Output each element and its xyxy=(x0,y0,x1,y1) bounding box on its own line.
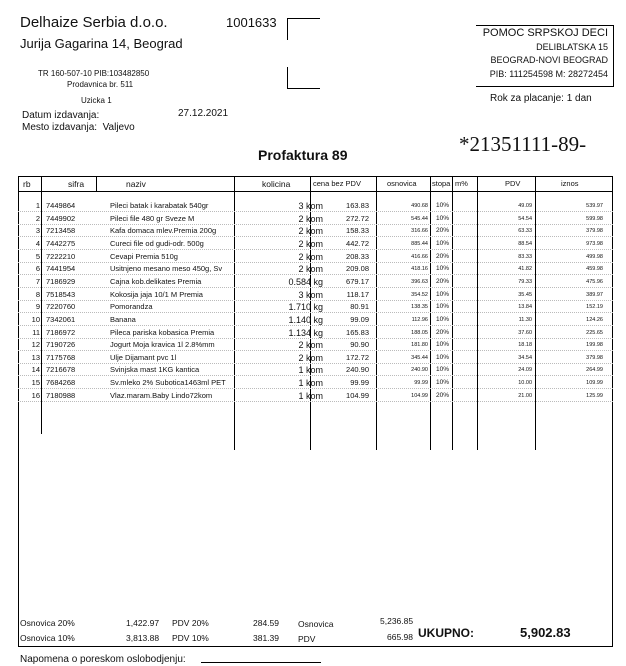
header-naziv: naziv xyxy=(126,179,146,189)
row-naziv: Kokosija jaja 10/1 M Premia xyxy=(110,290,203,299)
row-rb: 8 xyxy=(35,290,40,299)
row-pdv: 79.33 xyxy=(518,279,532,285)
row-pdv: 24.09 xyxy=(518,367,532,373)
seller-address: Jurija Gagarina 14, Beograd xyxy=(20,36,183,51)
row-stopa: 10% xyxy=(436,379,450,386)
row-separator xyxy=(18,249,613,250)
row-osnovica: 396.63 xyxy=(411,279,428,285)
row-iznos: 499.98 xyxy=(586,254,603,260)
pdv10-value: 381.39 xyxy=(253,633,279,643)
row-rb: 15 xyxy=(31,378,40,387)
row-sifra: 7442275 xyxy=(46,239,76,248)
row-cena: 104.99 xyxy=(346,391,369,400)
seller-street: Uzicka 1 xyxy=(81,96,112,105)
issue-date-value: 27.12.2021 xyxy=(178,108,229,119)
row-rb: 13 xyxy=(31,353,40,362)
row-separator xyxy=(18,350,613,351)
header-osnovica: osnovica xyxy=(387,179,417,188)
row-rb: 12 xyxy=(31,340,40,349)
pdv-total-label: PDV xyxy=(298,634,316,644)
pdv20-label: PDV 20% xyxy=(172,618,209,628)
row-stopa: 10% xyxy=(436,366,450,373)
row-iznos: 264.99 xyxy=(586,367,603,373)
row-osnovica: 112.96 xyxy=(411,317,428,323)
row-iznos: 152.19 xyxy=(586,304,603,310)
row-rb: 11 xyxy=(32,328,40,337)
row-stopa: 10% xyxy=(436,303,450,310)
seller-name: Delhaize Serbia d.o.o. xyxy=(20,14,168,31)
row-osnovica: 99.99 xyxy=(414,380,428,386)
row-stopa: 10% xyxy=(436,291,450,298)
row-cena: 118.17 xyxy=(346,290,369,299)
row-pdv: 11.30 xyxy=(518,317,532,323)
header-stopa: stopa xyxy=(432,179,451,188)
row-naziv: Jogurt Moja kravica 1l 2.8%mm xyxy=(110,340,215,349)
row-cena: 163.83 xyxy=(346,201,369,210)
row-sifra: 7449864 xyxy=(46,201,76,210)
row-osnovica: 418.16 xyxy=(411,266,428,272)
row-cena: 679.17 xyxy=(346,277,369,286)
row-stopa: 10% xyxy=(436,316,450,323)
issue-place-value: Valjevo xyxy=(102,122,135,133)
row-sifra: 7342061 xyxy=(46,315,76,324)
row-cena: 90.90 xyxy=(350,340,369,349)
row-sifra: 7213458 xyxy=(46,226,76,235)
row-cena: 99.99 xyxy=(350,378,369,387)
row-cena: 240.90 xyxy=(346,365,369,374)
document-title: Profaktura 89 xyxy=(258,147,348,163)
row-kolicina: 3 kom xyxy=(298,290,323,300)
buyer-name: POMOC SRPSKOJ DECI xyxy=(482,27,608,39)
row-kolicina: 2 kom xyxy=(298,239,323,249)
row-kolicina: 1.710 kg xyxy=(288,302,323,312)
row-rb: 9 xyxy=(35,302,40,311)
row-iznos: 109.99 xyxy=(586,380,603,386)
row-rb: 16 xyxy=(31,391,40,400)
col-divider xyxy=(96,176,97,191)
row-sifra: 7216678 xyxy=(46,365,76,374)
row-kolicina: 1.140 kg xyxy=(288,315,323,325)
row-iznos: 599.98 xyxy=(586,216,603,222)
row-rb: 2 xyxy=(35,214,40,223)
pdv-total-value: 665.98 xyxy=(387,632,413,642)
row-cena: 165.83 xyxy=(346,328,369,337)
row-naziv: Cevapi Premia 510g xyxy=(110,252,178,261)
pdv20-value: 284.59 xyxy=(253,618,279,628)
header-pdv: PDV xyxy=(505,179,521,188)
row-stopa: 10% xyxy=(436,354,450,361)
row-pdv: 21.00 xyxy=(518,393,532,399)
row-rb: 5 xyxy=(35,252,40,261)
row-iznos: 124.26 xyxy=(586,317,603,323)
osnovica10-value: 3,813.88 xyxy=(126,633,160,643)
tax-exemption-note: Napomena o poreskom oslobodjenju: xyxy=(20,654,186,665)
row-cena: 209.08 xyxy=(346,264,369,273)
row-stopa: 10% xyxy=(436,202,450,209)
row-iznos: 475.96 xyxy=(586,279,603,285)
row-naziv: Kafa domaca mlev.Premia 200g xyxy=(110,226,217,235)
issue-place-label: Mesto izdavanja: xyxy=(22,122,98,133)
row-rb: 7 xyxy=(35,277,40,286)
buyer-street: DELIBLATSKA 15 xyxy=(536,41,608,52)
row-sifra: 7180988 xyxy=(46,391,76,400)
row-kolicina: 1 kom xyxy=(298,378,323,388)
row-separator xyxy=(18,274,613,275)
osnovica-total-label: Osnovica xyxy=(298,619,334,629)
row-kolicina: 2 kom xyxy=(298,264,323,274)
row-kolicina: 3 kom xyxy=(298,201,323,211)
row-cena: 99.09 xyxy=(350,315,369,324)
row-iznos: 389.97 xyxy=(586,292,603,298)
row-iznos: 379.98 xyxy=(586,228,603,234)
row-kolicina: 2 kom xyxy=(298,214,323,224)
osnovica20-label: Osnovica 20% xyxy=(20,618,75,628)
row-pdv: 63.33 xyxy=(518,228,532,234)
buyer-block xyxy=(436,27,608,81)
seller-store: Prodavnica br. 511 xyxy=(67,80,134,89)
row-separator xyxy=(18,388,613,389)
barcode-text: *21351111-89- xyxy=(459,132,587,156)
row-separator xyxy=(18,312,613,313)
row-sifra: 7684268 xyxy=(46,378,76,387)
row-sifra: 7186929 xyxy=(46,277,76,286)
address-window-corner-top xyxy=(287,18,320,40)
row-naziv: Vlaz.maram.Baby Lindo72kom xyxy=(110,391,213,400)
row-stopa: 10% xyxy=(436,240,450,247)
row-stopa: 20% xyxy=(436,392,450,399)
row-pdv: 34.54 xyxy=(518,355,532,361)
row-naziv: Banana xyxy=(110,315,136,324)
buyer-city: BEOGRAD-NOVI BEOGRAD xyxy=(490,55,608,65)
row-separator xyxy=(18,287,613,288)
row-osnovica: 240.90 xyxy=(411,367,428,373)
row-pdv: 41.82 xyxy=(518,266,532,272)
row-osnovica: 490.68 xyxy=(411,203,428,209)
row-naziv: Pomorandza xyxy=(110,302,153,311)
row-pdv: 37.60 xyxy=(518,330,532,336)
row-pdv: 13.84 xyxy=(518,304,532,310)
row-stopa: 10% xyxy=(436,265,450,272)
row-kolicina: 0.584 kg xyxy=(288,277,323,287)
row-naziv: Cureci file od gudi-odr. 500g xyxy=(110,239,204,248)
row-sifra: 7190726 xyxy=(46,340,76,349)
osnovica20-value: 1,422.97 xyxy=(126,618,160,628)
row-naziv: Ulje Dijamant pvc 1l xyxy=(110,353,177,362)
row-sifra: 7175768 xyxy=(46,353,76,362)
row-stopa: 20% xyxy=(436,253,450,260)
header-divider xyxy=(18,191,613,192)
row-osnovica: 316.66 xyxy=(411,228,428,234)
header-m: m% xyxy=(455,179,468,188)
row-pdv: 88.54 xyxy=(518,241,532,247)
row-rb: 14 xyxy=(31,365,40,374)
row-cena: 80.91 xyxy=(350,302,369,311)
row-iznos: 379.98 xyxy=(586,355,603,361)
row-stopa: 10% xyxy=(436,341,450,348)
row-cena: 442.72 xyxy=(346,239,369,248)
row-sifra: 7186972 xyxy=(46,328,76,337)
row-iznos: 539.97 xyxy=(586,203,603,209)
row-iznos: 125.99 xyxy=(586,393,603,399)
row-pdv: 18.18 xyxy=(518,342,532,348)
header-kolicina: kolicina xyxy=(262,179,291,189)
row-sifra: 7441954 xyxy=(46,264,76,273)
row-osnovica: 354.52 xyxy=(411,292,428,298)
row-rb: 3 xyxy=(35,226,40,235)
row-stopa: 20% xyxy=(436,278,450,285)
row-sifra: 7220760 xyxy=(46,302,76,311)
row-cena: 158.33 xyxy=(346,226,369,235)
header-sifra: sifra xyxy=(68,179,85,189)
seller-tr-pib: TR 160-507-10 PIB:103482850 xyxy=(38,69,150,78)
row-separator xyxy=(18,211,613,212)
row-rb: 1 xyxy=(35,201,40,210)
ukupno-value: 5,902.83 xyxy=(520,625,571,640)
header-iznos: iznos xyxy=(561,179,579,188)
row-rb: 6 xyxy=(35,264,40,273)
row-kolicina: 1 kom xyxy=(298,391,323,401)
row-iznos: 973.98 xyxy=(586,241,603,247)
row-sifra: 7222210 xyxy=(46,252,76,261)
row-osnovica: 416.66 xyxy=(411,254,428,260)
header-cena: cena bez PDV xyxy=(313,179,361,188)
pdv10-label: PDV 10% xyxy=(172,633,209,643)
payment-term: Rok za placanje: 1 dan xyxy=(490,93,592,104)
row-cena: 172.72 xyxy=(346,353,369,362)
osnovica10-label: Osnovica 10% xyxy=(20,633,75,643)
row-naziv: Cajna kob.delikates Premia xyxy=(110,277,202,286)
row-naziv: Usitnjeno mesano meso 450g, Sv xyxy=(110,264,223,273)
row-rb: 4 xyxy=(35,239,40,248)
row-iznos: 225.65 xyxy=(586,330,603,336)
row-iznos: 199.98 xyxy=(586,342,603,348)
row-osnovica: 345.44 xyxy=(411,355,428,361)
row-osnovica: 138.35 xyxy=(411,304,428,310)
row-stopa: 20% xyxy=(436,329,450,336)
row-pdv: 10.00 xyxy=(518,380,532,386)
row-iznos: 459.98 xyxy=(586,266,603,272)
row-separator xyxy=(18,325,613,326)
issue-date-label: Datum izdavanja: xyxy=(22,110,100,121)
row-osnovica: 885.44 xyxy=(411,241,428,247)
row-naziv: Svinjska mast 1KG kantica xyxy=(110,365,200,374)
row-kolicina: 2 kom xyxy=(298,340,323,350)
row-separator xyxy=(18,375,613,376)
row-osnovica: 181.80 xyxy=(411,342,428,348)
row-cena: 208.33 xyxy=(346,252,369,261)
row-osnovica: 188.05 xyxy=(411,330,428,336)
row-kolicina: 2 kom xyxy=(298,252,323,262)
row-pdv: 83.33 xyxy=(518,254,532,260)
row-sifra: 7449902 xyxy=(46,214,76,223)
row-cena: 272.72 xyxy=(346,214,369,223)
row-stopa: 10% xyxy=(436,215,450,222)
row-sifra: 7518543 xyxy=(46,290,76,299)
row-naziv: Pileci file 480 gr Sveze M xyxy=(110,214,195,223)
row-kolicina: 2 kom xyxy=(298,226,323,236)
ukupno-label: UKUPNO: xyxy=(418,626,474,640)
row-rb: 10 xyxy=(31,315,40,324)
header-rb: rb xyxy=(23,179,31,189)
issue-place xyxy=(22,122,135,133)
tax-exemption-line xyxy=(201,662,321,663)
buyer-ids: PIB: 111254598 M: 28272454 xyxy=(489,68,608,79)
row-separator xyxy=(18,236,613,237)
row-osnovica: 545.44 xyxy=(411,216,428,222)
row-kolicina: 1 kom xyxy=(298,365,323,375)
document-number: 1001633 xyxy=(226,15,277,30)
row-separator xyxy=(18,401,613,402)
row-naziv: Pileci batak i karabatak 540gr xyxy=(110,201,209,210)
row-naziv: Sv.mleko 2% Subotica1463ml PET xyxy=(110,378,226,387)
row-naziv: Pileca pariska kobasica Premia xyxy=(110,328,215,337)
row-osnovica: 104.99 xyxy=(411,393,428,399)
row-pdv: 35.45 xyxy=(518,292,532,298)
row-pdv: 49.09 xyxy=(518,203,532,209)
osnovica-total-value: 5,236.85 xyxy=(380,616,414,626)
row-kolicina: 1.134 kg xyxy=(288,328,323,338)
address-window-corner-bottom xyxy=(287,67,320,89)
row-kolicina: 2 kom xyxy=(298,353,323,363)
row-stopa: 20% xyxy=(436,227,450,234)
row-pdv: 54.54 xyxy=(518,216,532,222)
